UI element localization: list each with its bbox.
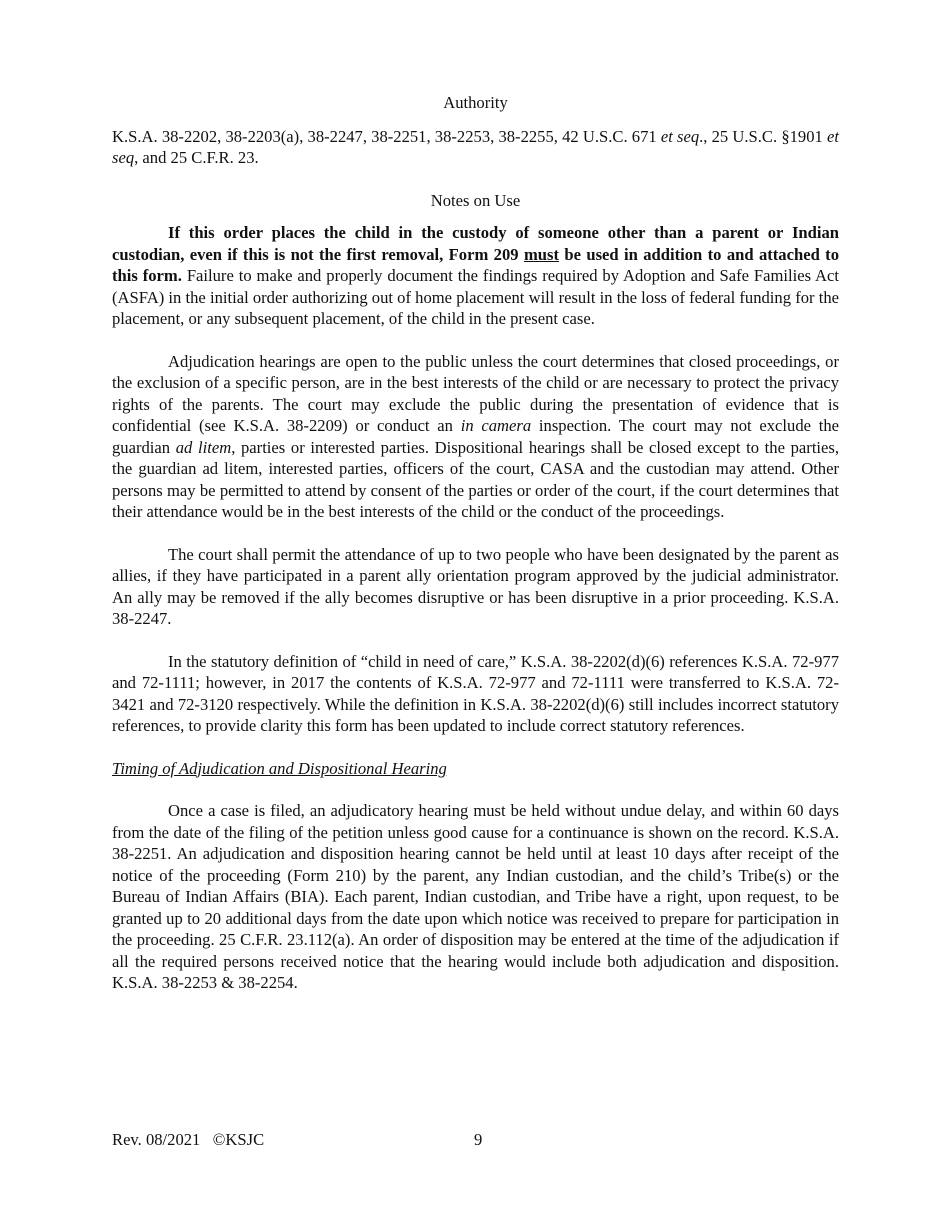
citation-text: ., 25 U.S.C. §1901 [699, 126, 828, 146]
footer-page-number: 9 [474, 1130, 483, 1149]
timing-heading: Timing of Adjudication and Dispositional Hearing [112, 758, 447, 778]
notes-on-use-heading: Notes on Use [430, 190, 521, 210]
asfa-bold-lead: If this order places the child in the custody of someone other than a parent or Indian custodian, even if this is not the first removal, Form 209 [112, 223, 839, 264]
authority-heading: Authority [443, 93, 508, 112]
footer-revision: Rev. 08/2021 ©KSJC [112, 1130, 265, 1149]
public-text: , parties or interested parties. Dispositional hearings shall be closed except to the parties, the guardian ad litem, interested parties, officers of the court, CASA and the custodian may attend. Other persons may be permitted to attend by consent of the parties or order of the court, if the court determines that their attendance would be in the best interests of the child or the conduct of the proceedings. [112, 437, 840, 521]
timing-paragraph: Once a case is filed, an adjudicatory hearing must be held without undue delay, and within 60 days from the date of the filing of the petition unless good cause for a continuance is shown on the record. K.S.A. 38-2251. An adjudication and disposition hearing cannot be held until at least 10 days after receipt of the notice of the proceeding (Form 210) by the parent, any Indian custodian, and the child’s Tribe(s) or the Bureau of Indian Affairs (BIA). Each parent, Indian custodian, and Tribe have a right, upon request, to be granted up to 20 additional days from the date upon which notice was received to prepare for participation in the proceeding. 25 C.F.R. 23.112(a). An order of disposition may be entered at the time of the adjudication if all the required persons received notice that the hearing would include both adjudication and disposition. K.S.A. 38-2253 & 38-2254. [112, 801, 839, 992]
asfa-paragraph [112, 222, 839, 330]
ad-litem-term: ad litem [175, 437, 232, 457]
citation-text: K.S.A. 38-2202, 38-2203(a), 38-2247, 38-2251, 38-2253, 38-2255, 42 U.S.C. 671 [112, 126, 661, 146]
asfa-bold-tail: be used in addition to and attached to this form. [112, 244, 839, 285]
document-page [112, 88, 839, 994]
parent-allies-paragraph: The court shall permit the attendance of up to two people who have been designated by the parent as allies, if they have participated in a parent ally orientation program approved by the judicial administrator. An ally may be removed if the ally becomes disruptive or has been disruptive in a prior proceeding. K.S.A. 38-2247. [112, 544, 839, 628]
page-footer [112, 1129, 839, 1151]
citation-et-seq-1: et seq [660, 126, 700, 146]
asfa-must-emphasis: must [523, 244, 559, 264]
public-text: Adjudication hearings are open to the public unless the court determines that closed proceedings, or the exclusion of a specific person, are in the best interests of the child or are necessary to protect the privacy rights of the parents. The court may exclude the public during the presentation of evidence that is confidential (see K.S.A. 38-2209) or conduct an [112, 351, 839, 435]
asfa-body-text: Failure to make and properly document the findings required by Adoption and Safe Families Act (ASFA) in the initial order authorizing out of home placement will result in the loss of federal funding for the placement, or any subsequent placement, of the child in the present case. [112, 266, 839, 328]
citation-et-seq-2: et seq [112, 126, 839, 167]
in-camera-term: in camera [460, 416, 532, 435]
citation-text: , and 25 C.F.R. 23. [134, 148, 259, 167]
authority-citations [112, 126, 839, 169]
public-hearings-paragraph [112, 351, 839, 523]
public-text: inspection. The court may not exclude the guardian [112, 416, 839, 457]
statutory-definition-paragraph: In the statutory definition of “child in need of care,” K.S.A. 38-2202(d)(6) references K.S.A. 72-977 and 72-1111; however, in 2017 the contents of K.S.A. 72-977 and 72-1111 were transferred to K.S.A. 72-3421 and 72-3120 respectively. While the definition in K.S.A. 38-2202(d)(6) still includes incorrect statutory references, to provide clarity this form has been updated to include correct statutory references. [112, 651, 839, 735]
